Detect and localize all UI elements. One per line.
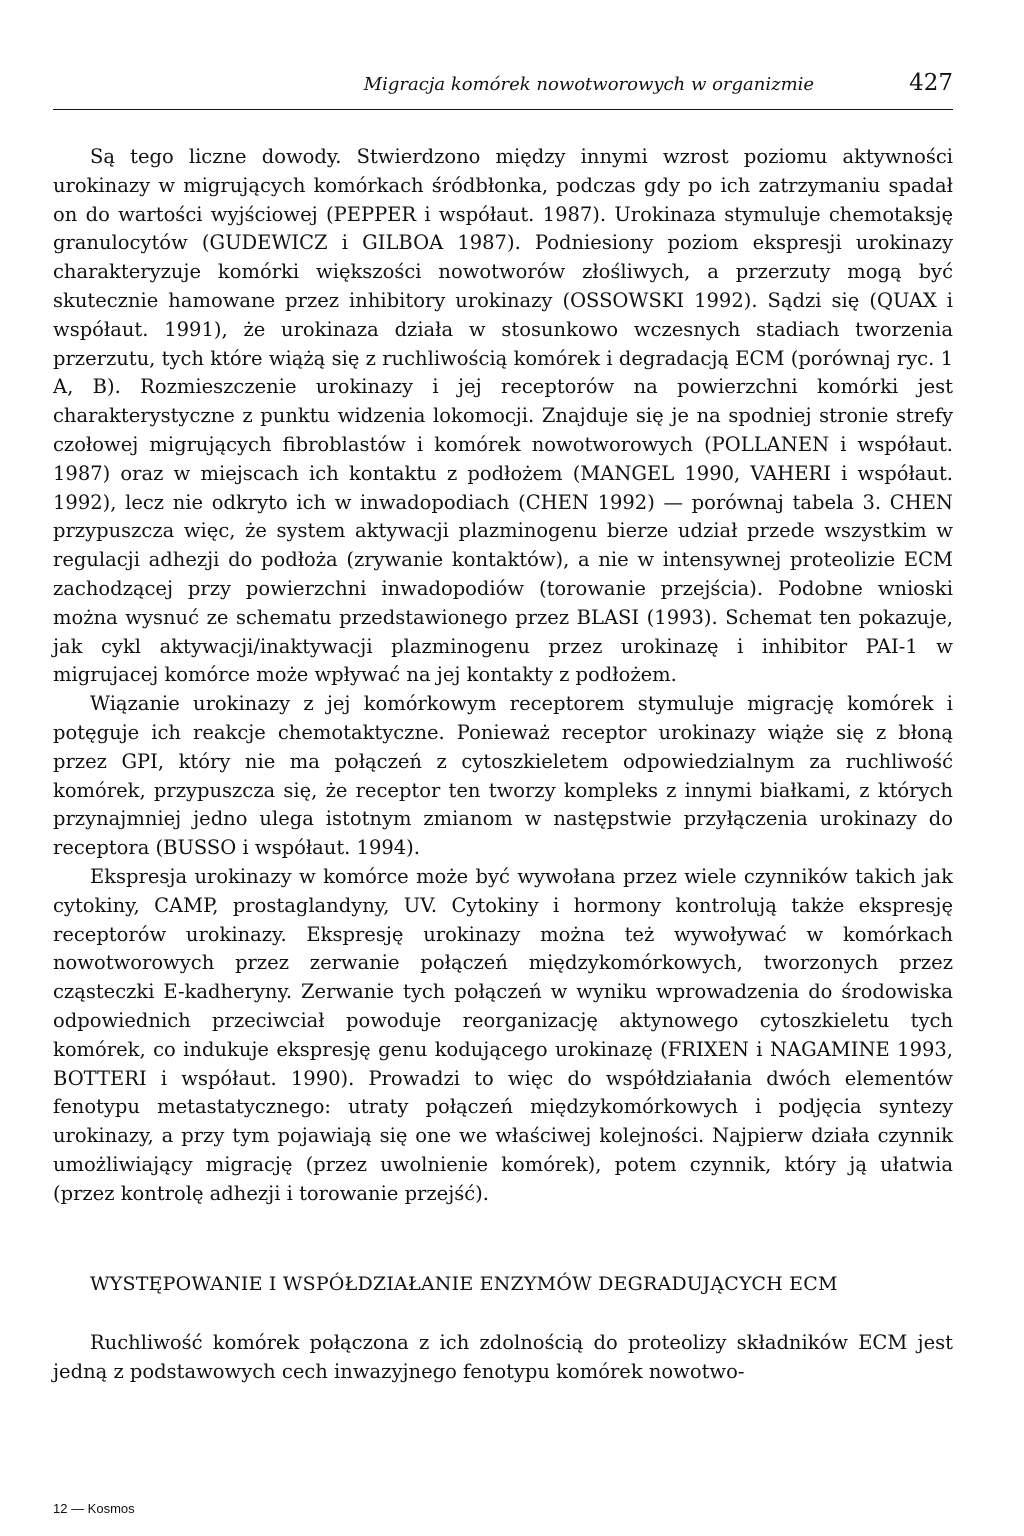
paragraph: Ekspresja urokinazy w komórce może być wywołana przez wiele czynników takich jak cytokiny, CAMP, prostaglandyny, UV. Cytokiny i hormony kontrolują także ekspresję receptorów urokinazy. Ekspresję urokinazy można też wywoływać w komórkach nowotworowych przez zerwanie połączeń międzykomórkowych, tworzonych przez cząsteczki E-kadheryny. Zerwanie tych połączeń w wyniku wprowadzenia do środowiska odpowiednich przeciwciał powoduje reorganizację aktynowego cytoszkieletu tych komórek, co indukuje ekspresję genu kodującego urokinazę (FRIXEN i NAGAMINE 1993, BOTTERI i współaut. 1990). Prowadzi to więc do współdziałania dwóch elementów fenotypu metastatycznego: utraty połączeń międzykomórkowych i podjęcia syntezy urokinazy, a przy tym pojawiają się one we właściwej kolejności. Najpierw działa czynnik umożliwiający migrację (przez uwolnienie komórek), potem czynnik, który ją ułatwia (przez kontrolę adhezji i torowanie przejść). [53, 864, 953, 1205]
page-number: 427 [909, 70, 953, 96]
footer-signature: 12 — Kosmos [53, 1501, 135, 1516]
running-title: Migracja komórek nowotworowych w organizmie [363, 74, 815, 95]
running-head [53, 70, 953, 110]
body-text [53, 143, 953, 1387]
paragraph: Wiązanie urokinazy z jej komórkowym receptorem stymuluje migrację komórek i potęguje ich reakcje chemotaktyczne. Ponieważ receptor urokinazy wiąże się z błoną przez GPI, który nie ma połączeń z cytoszkieletem odpowiedzialnym za ruchliwość komórek, przypuszcza się, że receptor ten tworzy kompleks z innymi białkami, z których przynajmniej jedno ulega istotnym zmianom w następstwie przyłączenia urokinazy do receptora (BUSSO i współaut. 1994). [53, 692, 953, 860]
section-paragraph: Ruchliwość komórek połączona z ich zdolnością do proteolizy składników ECM jest jedną z podstawowych cech inwazyjnego fenotypu komórek nowotwo- [53, 1331, 953, 1384]
paragraph: Są tego liczne dowody. Stwierdzono między innymi wzrost poziomu aktywności urokinazy w migrujących komórkach śródbłonka, podczas gdy po ich zatrzymaniu spadał on do wartości wyjściowej (PEPPER i współaut. 1987). Urokinaza stymuluje chemotaksję granulocytów (GUDEWICZ i GILBOA 1987). Podniesiony poziom ekspresji urokinazy charakteryzuje komórki większości nowotworów złośliwych, a przerzuty mogą być skutecznie hamowane przez inhibitory urokinazy (OSSOWSKI 1992). Sądzi się (QUAX i współaut. 1991), że urokinaza działa w stosunkowo wczesnych stadiach tworzenia przerzutu, tych które wiążą się z ruchliwością komórek i degradacją ECM (porównaj ryc. 1 A, B). Rozmieszczenie urokinazy i jej receptorów na powierzchni komórki jest charakterystyczne z punktu widzenia lokomocji. Znajduje się je na spodniej stronie strefy czołowej migrujących fibroblastów i komórek nowotworowych (POLLANEN i współaut. 1987) oraz w miejscach ich kontaktu z podłożem (MANGEL 1990, VAHERI i współaut. 1992), lecz nie odkryto ich w inwadopodiach (CHEN 1992) — porównaj tabela 3. CHEN przypuszcza więc, że system aktywacji plazminogenu bierze udział przede wszystkim w regulacji adhezji do podłoża (zrywanie kontaktów), a nie w intensywnej proteolizie ECM zachodzącej przy powierzchni inwadopodiów (torowanie przejścia). Podobne wnioski można wysnuć ze schematu przedstawionego przez BLASI (1993). Schemat ten pokazuje, jak cykl aktywacji/inaktywacji plazminogenu przez urokinazę i inhibitor PAI-1 w migrujacej komórce może wpływać na jej kontakty z podłożem. [53, 145, 953, 687]
page [53, 70, 953, 1387]
section-heading: WYSTĘPOWANIE I WSPÓŁDZIAŁANIE ENZYMÓW DEGRADUJĄCYCH ECM [90, 1273, 838, 1296]
